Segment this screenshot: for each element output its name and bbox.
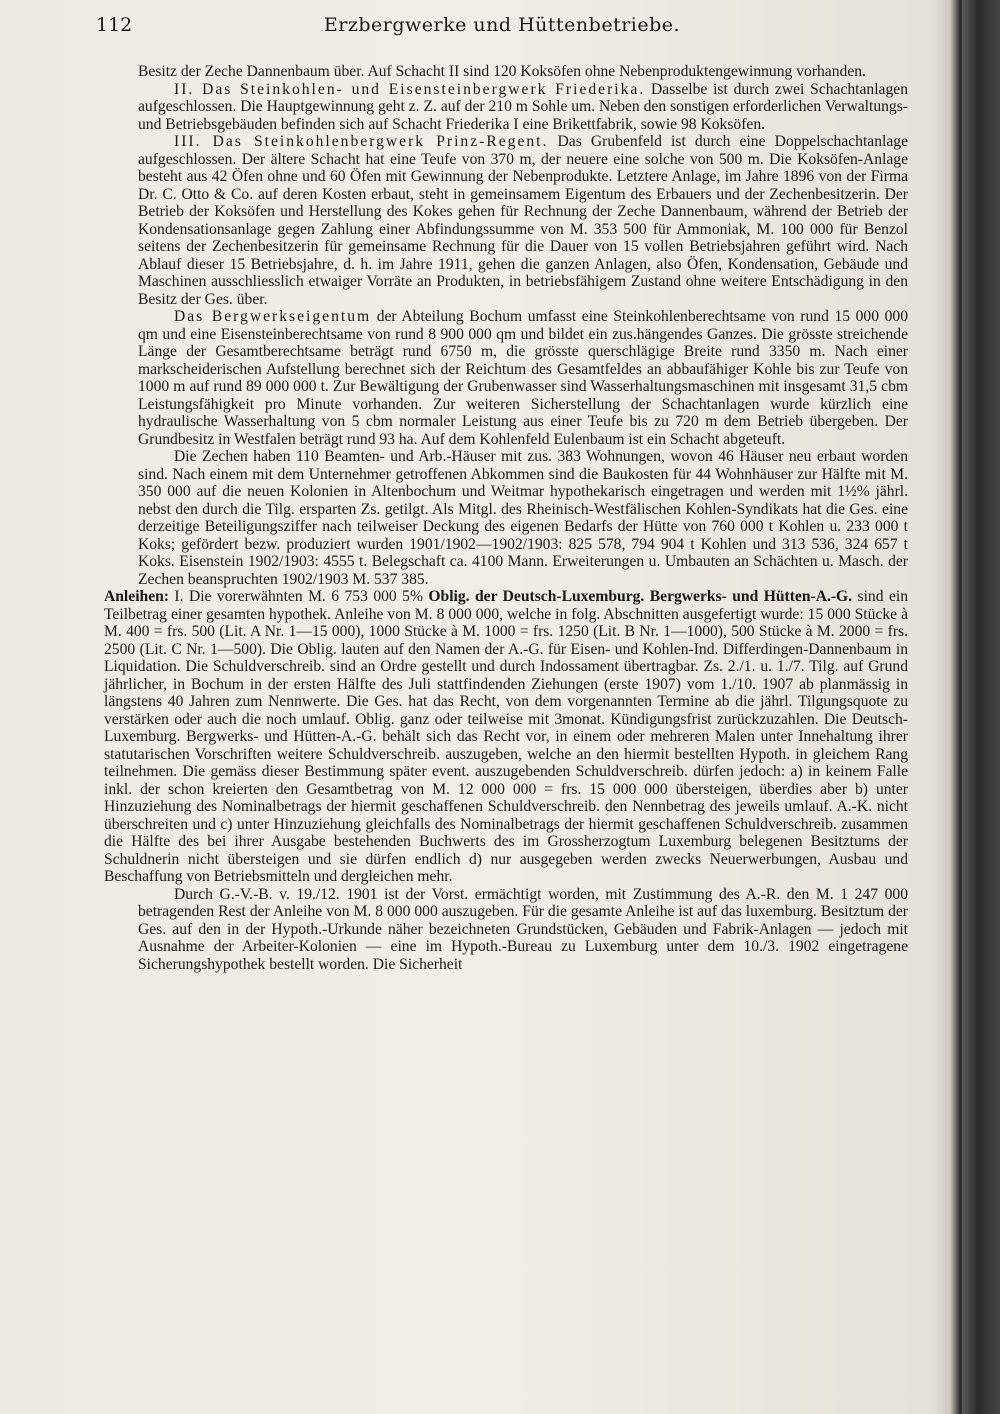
paragraph-friederika: [138, 81, 908, 134]
paragraph-bergwerkseigentum-text: der Abteilung Bochum umfasst eine Steinkohlenberechtsame von rund 15 000 000 qm und eine Eisensteinberechtsame von rund 8 900 000 qm und bildet ein zus.hängendes Ganzes. Die grösste streichende Länge der Gesamtberechtsame beträgt rund 6750 m, die grösste querschlägige Breite rund 3350 m. Nach einer markscheiderischen Aufstellung berechnet sich der Reichtum des Gesamtfeldes an abbaufähiger Kohle bis zur Teufe von 1000 m auf rund 89 000 000 t. Zur Bewältigung der Grubenwasser sind Wasserhaltungsmaschinen mit insgesamt 31,5 cbm Leistungsfähigkeit pro Minute vorhanden. Zur weiteren Sicherstellung der Schachtanlagen wurde kürzlich eine hydraulische Wasserhaltung von 5 cbm normaler Leistung aus einer Teufe bis zu 720 m dem Betrieb übergeben. Der Grundbesitz in Westfalen beträgt rund 93 ha. Auf dem Kohlenfeld Eulenbaum ist ein Schacht abgeteuft.: [138, 308, 908, 448]
paragraph-friederika-text: Dasselbe ist durch zwei Schachtanlagen aufgeschlossen. Die Hauptgewinnung geht z. Z. auf der 210 m Sohle um. Neben den sonstigen erforderlichen Verwaltungs- und Betriebsgebäuden befinden sich auf Schacht Friederika I eine Brikettfabrik, sowie 98 Koksöfen.: [138, 80, 908, 133]
paragraph-gvb: Durch G.-V.-B. v. 19./12. 1901 ist der Vorst. ermächtigt worden, mit Zustimmung des A.-R. den M. 1 247 000 betragenden Rest der Anleihe von M. 8 000 000 auszugeben. Für die gesamte Anleihe ist auf das luxemburg. Besitztum der Ges. auf den in der Hypoth.-Urkunde näher bezeichneten Grundstücken, Gebäuden und Fabrik-Anlagen — jedoch mit Ausnahme der Arbeiter-Kolonien — eine im Hypoth.-Bureau zu Luxemburg unter dem 10./3. 1902 eingetragene Sicherungshypothek bestellt worden. Die Sicherheit: [138, 885, 908, 973]
section-label-anleihen: Anleihen:: [104, 588, 169, 605]
anleihen-bold-title: Oblig. der Deutsch-Luxemburg. Bergwerks- und Hütten-A.-G.: [428, 588, 853, 605]
scan-edge-shadow: [962, 0, 1000, 1414]
paragraph-prinz-regent-text: Das Grubenfeld ist durch eine Doppelschachtanlage aufgeschlossen. Der ältere Schacht hat eine Teufe von 370 m, der neuere eine solche von 500 m. Die Koksöfen-Anlage besteht aus 42 Öfen ohne und 60 Öfen mit Gewinnung der Nebenprodukte. Letztere Anlage, im Jahre 1896 von der Firma Dr. C. Otto & Co. auf deren Kosten erbaut, steht in gemeinsamem Eigentum des Erbauers und der Zechenbesitzerin. Der Betrieb der Koksöfen und Herstellung des Kokes gehen für Rechnung der Zeche Dannenbaum, während der Betrieb der Kondensationsanlage gegen Zahlung einer Abfindungssumme von M. 353 500 für Ammoniak, M. 100 000 für Benzol seitens der Zechenbesitzerin für gemeinsame Rechnung für die Dauer von 15 vollen Betriebsjahren geführt wird. Nach Ablauf dieser 15 Betriebsjahre, d. h. im Jahre 1911, gehen die ganzen Anlagen, also Öfen, Kondensation, Gebäude und Maschinen ausschliesslich etwaiger Vorräte an Produkten, in betriebsfähigem Zustand ohne weitere Entschädigung in den Besitz der Ges. über.: [138, 133, 908, 308]
paragraph-zechen-haeuser: Die Zechen haben 110 Beamten- und Arb.-Häuser mit zus. 383 Wohnungen, wovon 46 Häuser neu erbaut worden sind. Nach einem mit dem Unternehmer getroffenen Abkommen sind die Baukosten für 44 Wohnhäuser zur Hälfte mit M. 350 000 auf die neuen Kolonien in Altenbochum und Weitmar hypothekarisch eingetragen und werden mit 1½% jährl. nebst den durch die Tilg. ersparten Zs. getilgt. Als Mitgl. des Rheinisch-Westfälischen Kohlen-Syndikats hat die Ges. eine derzeitige Beteiligungsziffer nach teilweiser Deckung des eigenen Bedarfs der Hütte von 760 000 t Kohlen u. 233 000 t Koks; gefördert bezw. produziert wurden 1901/1902—1902/1903: 825 578, 794 904 t Kohlen und 313 536, 324 657 t Koks. Eisenstein 1902/1903: 4555 t. Belegschaft ca. 4100 Mann. Erweiterungen u. Umbauten an Schächten u. Masch. der Zechen beanspruchten 1902/1903 M. 537 385.: [138, 448, 908, 588]
page-header: [96, 14, 908, 38]
paragraph-bergwerkseigentum: [138, 308, 908, 448]
anleihen-section: [104, 588, 908, 886]
paragraph-anleihen: [104, 588, 908, 886]
paragraph-prinz-regent: [138, 133, 908, 308]
section-heading-friederika: II. Das Steinkohlen- und Eisensteinbergwerk Friederika.: [174, 80, 646, 98]
page-number: 112: [96, 14, 133, 36]
paragraph-dannenbaum: Besitz der Zeche Dannenbaum über. Auf Schacht II sind 120 Koksöfen ohne Nebenproduktengewinnung vorhanden.: [138, 63, 866, 80]
body-text: [104, 63, 908, 973]
anleihen-intro: I. Die vorerwähnten M. 6 753 000 5%: [168, 588, 429, 605]
section-heading-bergwerkseigentum: Das Bergwerkseigentum: [174, 308, 372, 325]
section-heading-prinz-regent: III. Das Steinkohlenbergwerk Prinz-Regent.: [174, 133, 549, 150]
anleihen-text: sind ein Teilbetrag einer gesamten hypothek. Anleihe von M. 8 000 000, welche in folg. Abschnitten ausgefertigt wurde: 15 000 Stücke à M. 400 = frs. 500 (Lit. A Nr. 1—15 000), 1000 Stücke à M. 1000 = frs. 1250 (Lit. B Nr. 1—1000), 500 Stücke à M. 2000 = frs. 2500 (Lit. C Nr. 1—500). Die Oblig. lauten auf den Namen der A.-G. für Eisen- und Kohlen-Ind. Differdingen-Dannenbaum in Liquidation. Die Schuldverschreib. sind an Ordre gestellt und durch Indossament übertragbar. Zs. 2./1. u. 1./7. Tilg. auf Grund jährlicher, in Bochum in der ersten Hälfte des Juli stattfindenden Ziehungen (erste 1907) vom 1./10. 1907 ab planmässig in längstens 40 Jahren zum Nennwerte. Die Ges. hat das Recht, von dem vorgenannten Termine ab die jährl. Tilgungsquote zu verstärken oder auch die noch umlauf. Oblig. ganz oder teilweise mit 3monat. Kündigungsfrist zurückzuzahlen. Die Deutsch-Luxemburg. Bergwerks- und Hütten-A.-G. behält sich das Recht vor, in einem oder mehreren Malen unter Innehaltung ihrer statutarischen Vorschriften weitere Schuldverschreib. auszugeben, welche an den hiermit bestellten Hypoth. in gleichem Rang teilnehmen. Die gemäss dieser Bestimmung später event. auszugebenden Schuldverschreib. dürfen jedoch: a) in keinem Falle inkl. der schon kreierten den Gesamtbetrag von M. 12 000 000 = frs. 15 000 000 übersteigen, überdies aber b) unter Hinzuziehung des Nominalbetrags der hiermit geschaffenen Schuldverschreib. den Nennbetrag des jeweils umlauf. A.-K. nicht überschreiten und c) unter Hinzuziehung gleichfalls des Nominalbetrags der hiermit geschaffenen Schuldverschreib. zusammen die Hälfte des bei ihrer Ausgabe bestehenden Buchwerts des im Grossherzogtum Luxemburg belegenen Besitztums der Schuldnerin nicht übersteigen und sie dürfen endlich d) nur ausgegeben werden zwecks Neuerwerbungen, Ausbau und Beschaffung von Betriebsmitteln und dergleichen mehr.: [104, 588, 908, 885]
running-title: Erzbergwerke und Hüttenbetriebe.: [323, 14, 681, 36]
